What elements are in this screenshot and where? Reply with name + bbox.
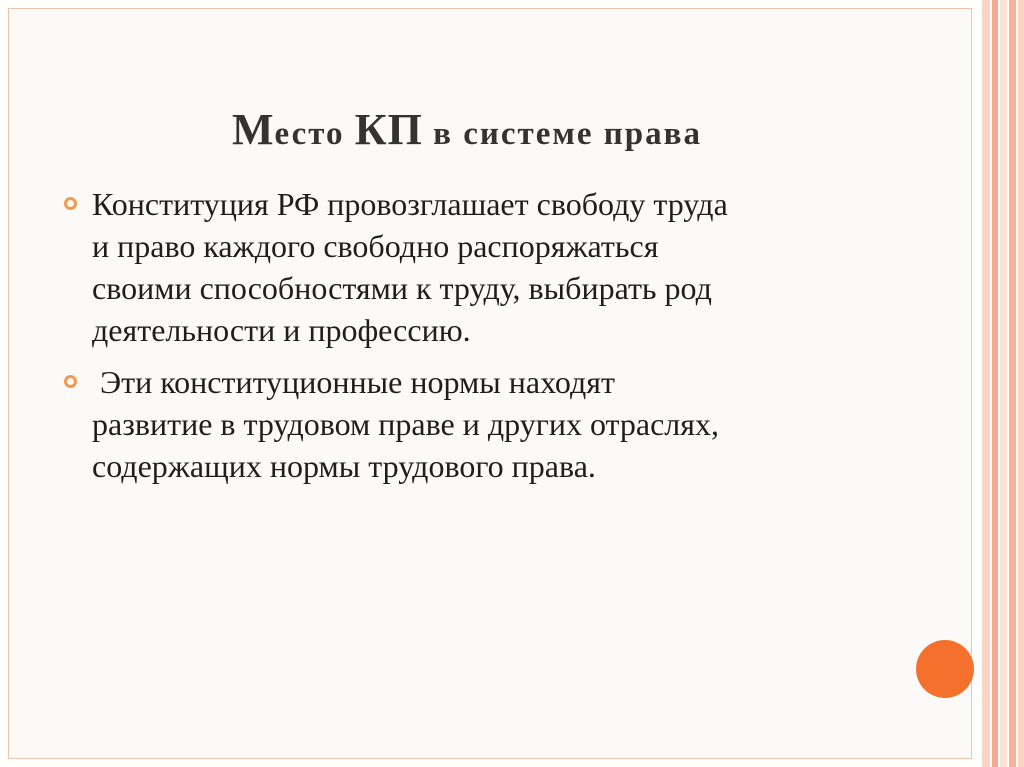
- title-tail: в системе права: [422, 116, 702, 152]
- bullet-ring-icon: [64, 197, 77, 210]
- decorative-circle-icon: [916, 640, 974, 698]
- bullet-line: и право каждого свободно распоряжаться: [92, 228, 659, 264]
- title-rest: есто: [274, 116, 355, 152]
- bullet-ring-icon: [64, 375, 77, 388]
- bullet-line: содержащих нормы трудового права.: [92, 448, 596, 484]
- slide-title: [232, 106, 932, 154]
- bullet-line: Конституция РФ провозглашает свободу труда: [92, 186, 728, 222]
- bullet-line: развитие в трудовом праве и других отраслях,: [92, 406, 719, 442]
- bullet-line: Эти конституционные нормы находят: [92, 364, 615, 400]
- bullet-line: деятельности и профессию.: [92, 312, 471, 348]
- bullet-line: своими способностями к труду, выбирать род: [92, 270, 712, 306]
- title-lead: М: [232, 105, 275, 154]
- bullet-item-2: [64, 361, 884, 487]
- bullet-item-1: [64, 183, 884, 351]
- decorative-stripes: [982, 0, 1024, 767]
- bullet-list: [64, 183, 884, 497]
- stripe: [1000, 0, 1007, 767]
- stripe: [982, 0, 990, 767]
- stripe: [1018, 0, 1024, 767]
- stripe: [992, 0, 998, 767]
- stripe: [1009, 0, 1016, 767]
- title-kp: КП: [354, 105, 423, 154]
